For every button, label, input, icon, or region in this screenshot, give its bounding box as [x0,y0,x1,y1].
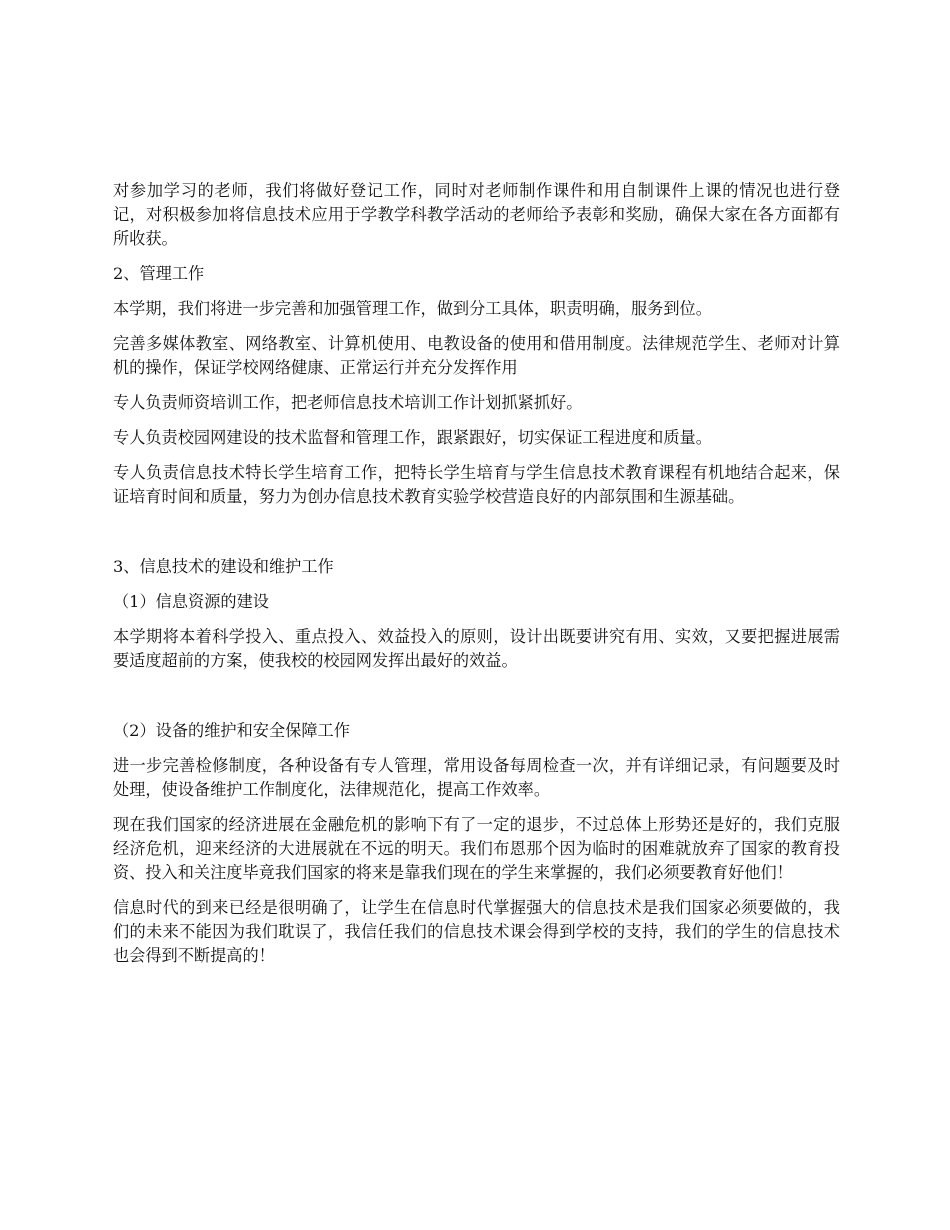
paragraph-economy: 现在我们国家的经济进展在金融危机的影响下有了一定的退步，不过总体上形势还是好的，我们克服经济危机，迎来经济的大进展就在不远的明天。我们布恩那个因为临时的困难就放弃了国家的教育投资、投入和关注度毕竟我们国家的将来是靠我们现在的学生来掌握的，我们必须要教育好他们！ [113,815,840,882]
paragraph-talent-students: 专人负责信息技术特长学生培育工作，把特长学生培育与学生信息技术教育课程有机地结合起来，保证培育时间和质量，努力为创办信息技术教育实验学校营造良好的内部氛围和生源基础。 [113,463,840,506]
subheading-info-resources: （1）信息资源的建设 [113,592,269,611]
subheading-maintenance: （2）设备的维护和安全保障工作 [113,721,350,740]
paragraph-teacher-training: 专人负责师资培训工作，把老师信息技术培训工作计划抓紧抓好。 [113,393,583,412]
paragraph-management-intro: 本学期，我们将进一步完善和加强管理工作，做到分工具体，职责明确，服务到位。 [113,299,712,318]
paragraph-maintenance: 进一步完善检修制度，各种设备有专人管理，常用设备每周检查一次，并有详细记录，有问题要及时处理，使设备维护工作制度化，法律规范化，提高工作效率。 [113,756,840,799]
paragraph-registration: 对参加学习的老师，我们将做好登记工作，同时对老师制作课件和用自制课件上课的情况也进行登记，对积极参加将信息技术应用于学教学科教学活动的老师给予表彰和奖励，确保大家在各方面都有所收获。 [113,181,840,248]
paragraph-campus-network: 专人负责校园网建设的技术监督和管理工作，跟紧跟好，切实保证工程进度和质量。 [113,428,712,447]
heading-management: 2、管理工作 [113,264,205,283]
paragraph-equipment-rules: 完善多媒体教室、网络教室、计算机使用、电教设备的使用和借用制度。法律规范学生、老师对计算机的操作，保证学校网络健康、正常运行并充分发挥作用 [113,334,840,377]
paragraph-info-resources: 本学期将本着科学投入、重点投入、效益投入的原则，设计出既要讲究有用、实效，又要把握进展需要适度超前的方案，使我校的校园网发挥出最好的效益。 [113,627,840,670]
document-body [113,179,840,979]
paragraph-information-age: 信息时代的到来已经是很明确了，让学生在信息时代掌握强大的信息技术是我们国家必须要做的，我们的未来不能因为我们耽误了，我信任我们的信息技术课会得到学校的支持，我们的学生的信息技术也会得到不断提高的！ [113,898,840,965]
heading-it-construction: 3、信息技术的建设和维护工作 [113,557,334,576]
